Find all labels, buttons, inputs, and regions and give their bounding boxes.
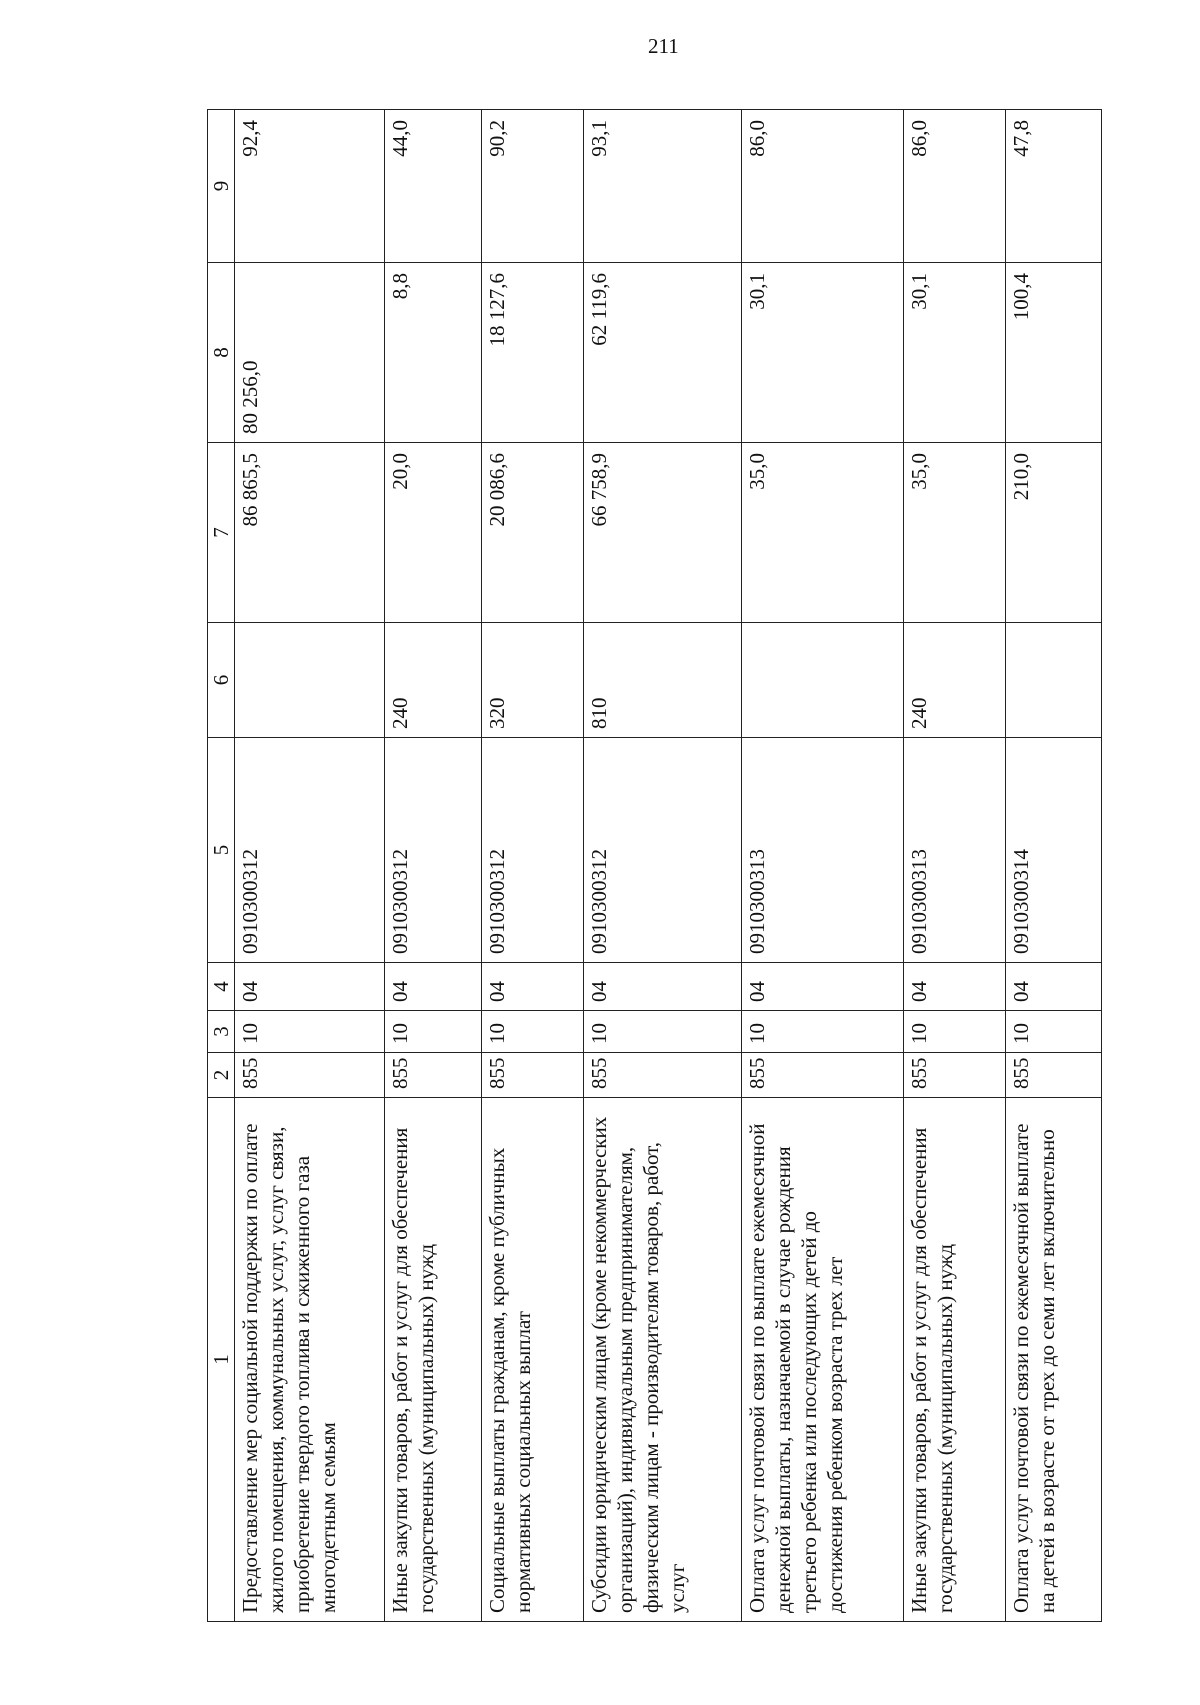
row-vr — [1006, 623, 1102, 738]
row-gr: 855 — [1006, 1053, 1102, 1098]
row-name: Оплата услуг почтовой связи по выплате ежемесячной денежной выплаты, назначаемой в случае рождения третьего ребенка или последующих детей до достижения ребенком возраста трех лет — [742, 1098, 903, 1622]
header-row — [208, 110, 235, 1622]
row-pct: 86,0 — [903, 110, 1005, 263]
row-rz: 10 — [1006, 1011, 1102, 1053]
row-name: Социальные выплаты гражданам, кроме публичных нормативных социальных выплат — [482, 1098, 584, 1622]
row-fact: 30,1 — [742, 263, 903, 443]
row-pr: 04 — [1006, 963, 1102, 1011]
row-rz: 10 — [385, 1011, 482, 1053]
table-row — [385, 110, 482, 1622]
row-fact: 30,1 — [903, 263, 1005, 443]
row-pct: 44,0 — [385, 110, 482, 263]
row-pr: 04 — [903, 963, 1005, 1011]
header-cell: 5 — [208, 738, 235, 963]
table-row — [482, 110, 584, 1622]
row-csr: 0910300313 — [742, 738, 903, 963]
header-cell: 3 — [208, 1011, 235, 1053]
row-fact: 100,4 — [1006, 263, 1102, 443]
row-pr: 04 — [584, 963, 742, 1011]
row-gr: 855 — [385, 1053, 482, 1098]
header-cell: 6 — [208, 623, 235, 738]
row-name: Оплата услуг почтовой связи по ежемесячной выплате на детей в возрасте от трех до семи лет включительно — [1006, 1098, 1102, 1622]
row-vr: 240 — [385, 623, 482, 738]
row-csr: 0910300312 — [385, 738, 482, 963]
header-cell: 7 — [208, 443, 235, 623]
row-name: Субсидии юридическим лицам (кроме некоммерческих организаций), индивидуальным предпринимателям, физическим лицам - производителям товаров, работ, услуг — [584, 1098, 742, 1622]
table-row — [1006, 110, 1102, 1622]
row-name: Предоставление мер социальной поддержки по оплате жилого помещения, коммунальных услуг, услуг связи, приобретение твердого топлива и сжиженного газа многодетным семьям — [235, 1098, 385, 1622]
table-row — [742, 110, 903, 1622]
row-pct: 90,2 — [482, 110, 584, 263]
row-fact: 80 256,0 — [235, 263, 385, 443]
row-pct: 92,4 — [235, 110, 385, 263]
row-rz: 10 — [482, 1011, 584, 1053]
row-fact: 18 127,6 — [482, 263, 584, 443]
row-rz: 10 — [742, 1011, 903, 1053]
row-vr — [235, 623, 385, 738]
row-pct: 93,1 — [584, 110, 742, 263]
row-vr: 240 — [903, 623, 1005, 738]
row-plan: 210,0 — [1006, 443, 1102, 623]
row-pr: 04 — [742, 963, 903, 1011]
row-pct: 47,8 — [1006, 110, 1102, 263]
header-cell: 4 — [208, 963, 235, 1011]
row-name: Иные закупки товаров, работ и услуг для обеспечения государственных (муниципальных) нужд — [385, 1098, 482, 1622]
table-row — [584, 110, 742, 1622]
row-csr: 0910300313 — [903, 738, 1005, 963]
page-number: 211 — [648, 34, 679, 58]
row-vr: 320 — [482, 623, 584, 738]
row-rz: 10 — [903, 1011, 1005, 1053]
row-gr: 855 — [482, 1053, 584, 1098]
row-rz: 10 — [235, 1011, 385, 1053]
row-csr: 0910300312 — [584, 738, 742, 963]
row-plan: 86 865,5 — [235, 443, 385, 623]
row-csr: 0910300314 — [1006, 738, 1102, 963]
row-plan: 20 086,6 — [482, 443, 584, 623]
row-plan: 35,0 — [742, 443, 903, 623]
budget-table — [207, 109, 1102, 1622]
row-gr: 855 — [742, 1053, 903, 1098]
row-csr: 0910300312 — [235, 738, 385, 963]
row-pr: 04 — [235, 963, 385, 1011]
row-pct: 86,0 — [742, 110, 903, 263]
row-gr: 855 — [235, 1053, 385, 1098]
row-fact: 62 119,6 — [584, 263, 742, 443]
row-gr: 855 — [584, 1053, 742, 1098]
header-cell: 9 — [208, 110, 235, 263]
table-row — [235, 110, 385, 1622]
row-plan: 35,0 — [903, 443, 1005, 623]
row-fact: 8,8 — [385, 263, 482, 443]
row-gr: 855 — [903, 1053, 1005, 1098]
rotated-table-container — [207, 110, 1102, 1622]
row-rz: 10 — [584, 1011, 742, 1053]
header-cell: 2 — [208, 1053, 235, 1098]
header-cell: 8 — [208, 263, 235, 443]
row-plan: 20,0 — [385, 443, 482, 623]
row-pr: 04 — [482, 963, 584, 1011]
row-csr: 0910300312 — [482, 738, 584, 963]
row-name: Иные закупки товаров, работ и услуг для обеспечения государственных (муниципальных) нужд — [903, 1098, 1005, 1622]
row-pr: 04 — [385, 963, 482, 1011]
row-vr — [742, 623, 903, 738]
header-cell: 1 — [208, 1098, 235, 1622]
row-plan: 66 758,9 — [584, 443, 742, 623]
table-row — [903, 110, 1005, 1622]
row-vr: 810 — [584, 623, 742, 738]
